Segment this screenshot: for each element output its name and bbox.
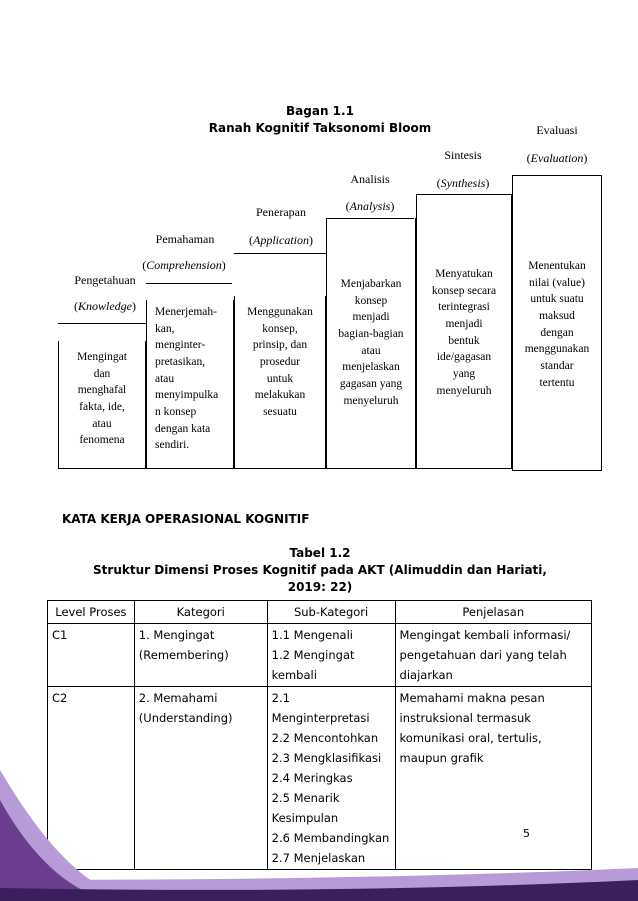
- step-english-evaluation: (Evaluation): [526, 151, 588, 165]
- step-name-analisis: Analisis: [350, 172, 390, 186]
- cell-sub-kategori: 2.1 Menginterpretasi 2.2 Mencontohkan 2.3 Mengklasifikasi 2.4 Meringkas 2.5 Menarik Kesimpulan 2.6 Membandingkan 2.7 Menjelaskan: [267, 687, 395, 870]
- step-desc: Menjabarkan konsep menjadi bagian-bagian atau menjelaskan gagasan yang menyeluruh: [338, 278, 404, 407]
- step-name-sintesis: Sintesis: [444, 148, 482, 162]
- step-name-pengetahuan: Pengetahuan: [74, 273, 136, 287]
- cell-sub-kategori: 1.1 Mengenali 1.2 Mengingat kembali: [267, 624, 395, 687]
- step-english-comprehension: (Comprehension): [142, 258, 226, 272]
- step-name-penerapan: Penerapan: [256, 205, 306, 219]
- cell-level: C2: [48, 687, 135, 870]
- step-box-pemahaman: [146, 300, 234, 469]
- cell-kategori: 2. Memahami (Understanding): [134, 687, 267, 870]
- stair-line: [234, 253, 326, 254]
- header-sub-kategori: Sub-Kategori: [267, 601, 395, 624]
- stair-line: [146, 283, 232, 284]
- step-english-analysis: (Analysis): [345, 199, 395, 213]
- table-row: [48, 624, 592, 687]
- step-desc: Menggunakan konsep, prinsip, dan prosedur untuk melakukan sesuatu: [247, 306, 313, 419]
- step-desc: Menyatukan konsep secara terintegrasi menjadi bentuk ide/gagasan yang menyeluruh: [431, 268, 497, 397]
- step-name-evaluasi: Evaluasi: [536, 123, 578, 137]
- step-name-pemahaman: Pemahaman: [155, 232, 215, 246]
- step-box-evaluasi: [512, 175, 602, 471]
- header-kategori: Kategori: [134, 601, 267, 624]
- table-number: Tabel 1.2: [289, 546, 351, 560]
- step-box-sintesis: [416, 194, 512, 469]
- table-header-row: [48, 601, 592, 624]
- footer-wave-decoration: [0, 730, 638, 901]
- step-box-analisis: [326, 218, 416, 469]
- step-english-synthesis: (Synthesis): [436, 176, 490, 190]
- diagram-title: Ranah Kognitif Taksonomi Bloom: [208, 121, 432, 135]
- cell-kategori: 1. Mengingat (Remembering): [134, 624, 267, 687]
- step-box-pengetahuan: [58, 341, 146, 469]
- step-english-application: (Application): [249, 233, 313, 247]
- cell-level: C1: [48, 624, 135, 687]
- section-heading: KATA KERJA OPERASIONAL KOGNITIF: [62, 512, 310, 526]
- table-title-line-2: 2019: 22): [287, 580, 353, 594]
- table-title-line-1: Struktur Dimensi Proses Kognitif pada AKT (Alimuddin dan Hariati,: [93, 563, 547, 577]
- step-english-knowledge: (Knowledge): [74, 299, 136, 313]
- step-desc: Mengingat dan menghafal fakta, ide, atau fenomena: [77, 351, 127, 447]
- page-number: 5: [523, 827, 530, 840]
- header-level-proses: Level Proses: [48, 601, 135, 624]
- step-box-penerapan: [234, 296, 326, 469]
- step-desc: Menentukan nilai (value) untuk suatu maksud dengan menggunakan standar tertentu: [524, 260, 590, 389]
- stair-line: [58, 323, 146, 324]
- diagram-number: Bagan 1.1: [286, 104, 354, 118]
- header-penjelasan: Penjelasan: [395, 601, 591, 624]
- cell-penjelasan: Mengingat kembali informasi/ pengetahuan dari yang telah diajarkan: [395, 624, 591, 687]
- cell-penjelasan: Memahami makna pesan instruksional termasuk komunikasi oral, tertulis, maupun grafik: [395, 687, 591, 870]
- step-desc: Menerjemah- kan, menginter- pretasikan, atau menyimpulka n konsep dengan kata sendiri.: [155, 306, 219, 452]
